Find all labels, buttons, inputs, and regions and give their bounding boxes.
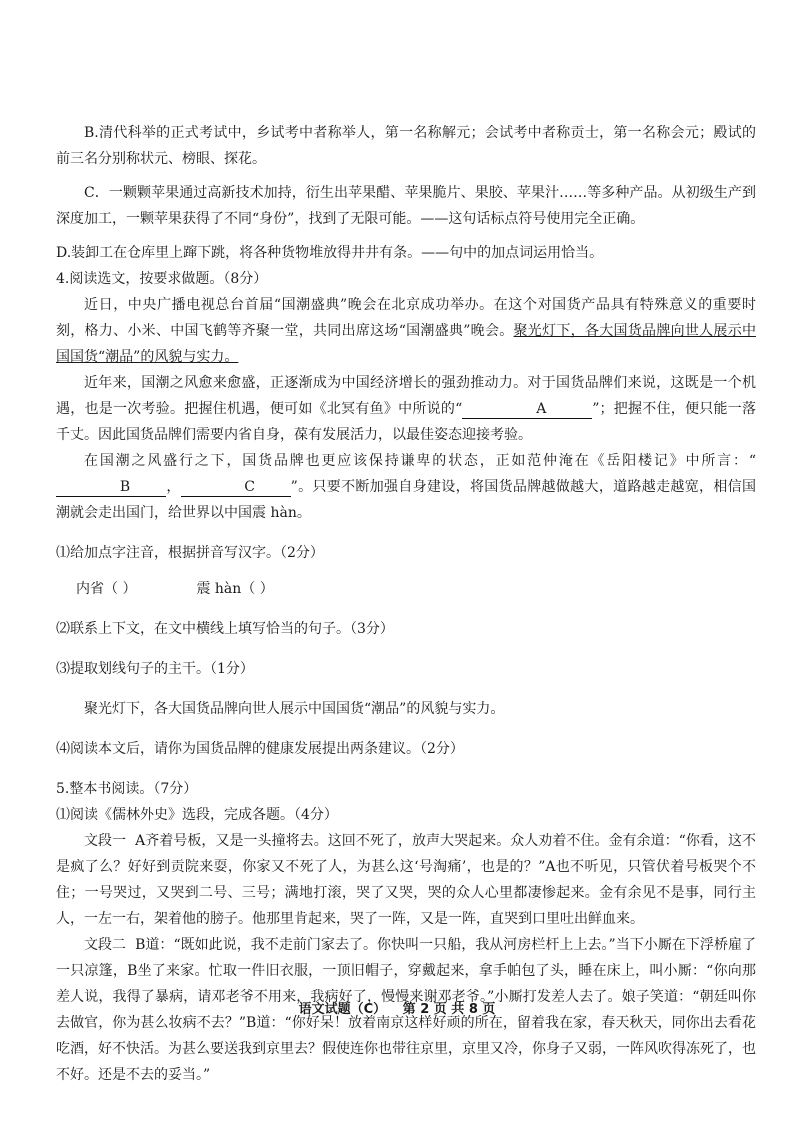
q3-option-b: B.清代科举的正式考试中，乡试考中者称举人，第一名称解元；会试考中者称贡士，第一名称会元；殿试的前三名分别称状元、榜眼、探花。: [56, 125, 756, 167]
q5-segment-1: [56, 828, 756, 932]
q4-sub-3-sentence: 聚光灯下，各大国货品牌向世人展示中国国货“潮品”的风貌与实力。: [84, 701, 505, 717]
blank-b[interactable]: B: [56, 478, 166, 497]
pinyin-answer-row: [56, 576, 756, 602]
blank-a[interactable]: A: [462, 400, 592, 419]
q4-sub-2: ⑵联系上下文，在文中横线上填写恰当的句子。（3分）: [56, 621, 394, 637]
q5-sub-1: ⑴阅读《儒林外史》选段，完成各题。（4分）: [56, 807, 338, 823]
q3-option-d: D.装卸工在仓库里上蹿下跳，将各种货物堆放得井井有条。——句中的加点词运用恰当。: [56, 245, 604, 261]
pinyin-answer-zhenhan[interactable]: 震 hàn（ ）: [196, 581, 274, 597]
q4-passage-paragraph-2: [56, 370, 756, 448]
q4-passage-text: 近年来，国潮之风愈来愈盛，正逐渐成为中国经济增长的强劲推动力。对于国货品牌们来说，这既是一个机遇，也是一次考验。把握住机遇，便可如《北冥有鱼》中所说的“: [56, 375, 756, 417]
q5-title: 5.整本书阅读。（7分）: [56, 781, 198, 797]
q4-sub-3: ⑶提取划线句子的主干。（1分）: [56, 661, 254, 677]
segment-text: B道：“既如此说，我不走前门家去了。你快叫一只船，我从河房栏杆上上去。”当下小厮在下浮桥雇了一只凉篷，B坐了来家。忙取一件旧衣服，一顶旧帽子，穿戴起来，拿手帕包了头，睡在床上，叫小厮：“你向那差人说，我得了暴病，请邓老爷不用来，我病好了，慢慢来谢邓老爷。”小厮打发差人去了。娘子笑道：“朝廷叫你去做官，你为甚么妆病不去？”B道：“你好呆！放着南京这样好顽的所在，留着我在家，春天秋天，同你出去看花吃酒，好不快活。为甚么要送我到京里去？假使连你也带往京里，京里又冷，你身子又弱，一阵风吹得冻死了，也不好。还是不去的妥当。”: [56, 937, 756, 1083]
q4-title: 4.阅读选文，按要求做题。（8分）: [56, 271, 268, 287]
segment-label: 文段二: [84, 937, 127, 953]
q4-passage-paragraph-3: [56, 448, 756, 526]
exam-subject: 语文试题（C）: [298, 1002, 387, 1017]
q4-sub-1: ⑴给加点字注音，根据拼音写汉字。（2分）: [56, 545, 324, 561]
q4-passage-text: 在国潮之风盛行之下，国货品牌也更应该保持谦卑的状态，正如范仲淹在《岳阳楼记》中所言：“: [84, 453, 756, 469]
segment-text: A齐着号板，又是一头撞将去。这回不死了，放声大哭起来。众人劝着不住。金有余道：“你看，这不是疯了么？好好到贡院来耍，你家又不死了人，为甚么这‘号淘痛’，也是的？”A也不听见，只管伏着号板哭个不住；一号哭过，又哭到二号、三号；满地打滚，哭了又哭，哭的众人心里都凄惨起来。金有余见不是事，同行主人，一左一右，架着他的膀子。他那里肯起来，哭了一阵，又是一阵，直哭到口里吐出鲜血来。: [56, 833, 757, 927]
segment-label: 文段一: [84, 833, 127, 849]
q4-underlined-sentence: 聚光灯下，各大国货品牌向世人展示中国国货“潮品”的风貌与实力。: [56, 323, 756, 365]
q4-passage-text: ”。只要不断加强自身建设，将国货品牌越做越大，道路越走越宽，相信国潮就会走出国门，给世界以中国震 hàn。: [56, 479, 757, 521]
q4-passage-text: 近日，中央广播电视总台首届“国潮盛典”晚会在北京成功举办。在这个对国货产品具有特殊意义的重要时刻，格力、小米、中国飞鹤等齐聚一堂，共同出席这场“国潮盛典”晚会。: [56, 297, 756, 339]
page-number: 第 2 页 共 8 页: [402, 1002, 496, 1017]
q4-sub-4: ⑷阅读本文后，请你为国货品牌的健康发展提出两条建议。（2分）: [56, 741, 464, 757]
q3-option-c: C．一颗颗苹果通过高新技术加持，衍生出苹果醋、苹果脆片、果胶、苹果汁……等多种产品。从初级生产到深度加工，一颗苹果获得了不同“身份”，找到了无限可能。——这句话标点符号使用完全正确。: [56, 185, 756, 227]
blank-c[interactable]: C: [181, 478, 291, 497]
q4-passage-paragraph-1: [56, 292, 756, 370]
q4-passage-separator: ，: [166, 479, 181, 495]
q4-passage-text: ”；把握不住，便只能一落千丈。因此国货品牌们需要内省自身，葆有发展活力，以最佳姿态迎接考验。: [56, 401, 756, 443]
exam-page: [56, 120, 756, 1088]
page-footer: [0, 998, 794, 1017]
pinyin-answer-neixing[interactable]: 内省（ ）: [76, 581, 137, 597]
